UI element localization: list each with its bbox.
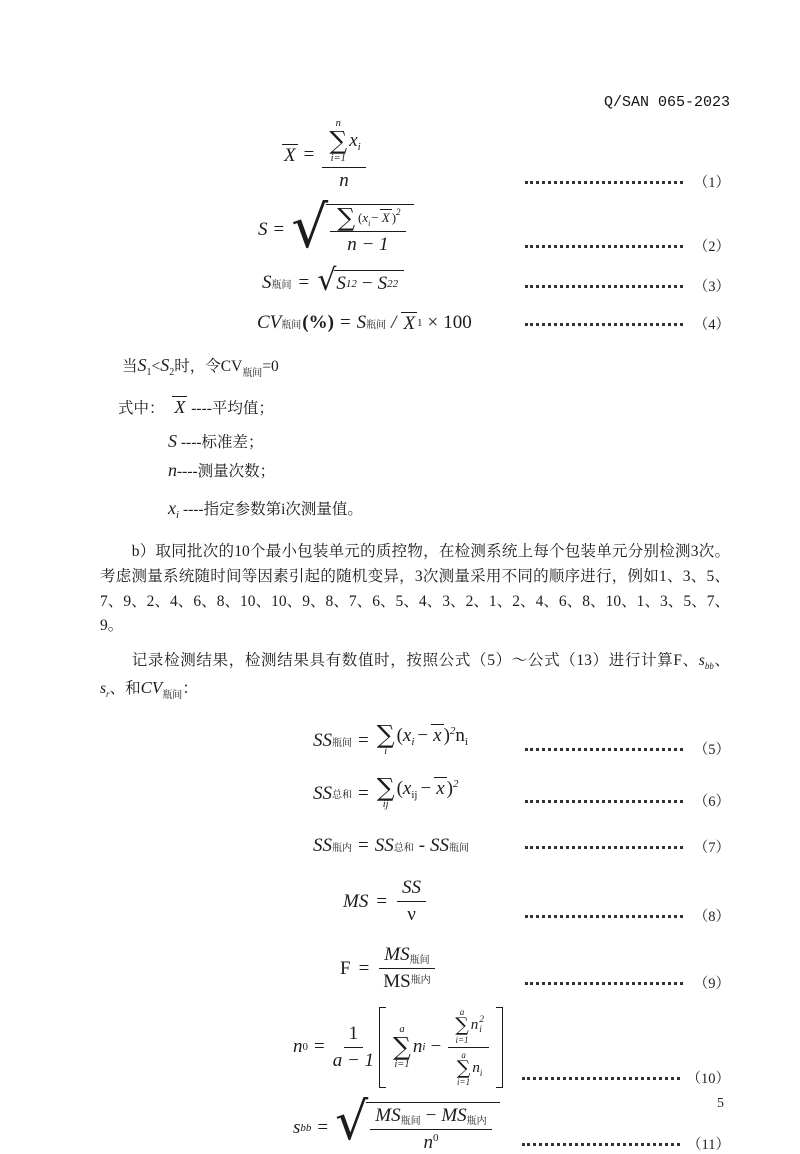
formula-10-number: （10） [686, 1070, 730, 1087]
paragraph-b: b）取同批次的10个最小包装单元的质控物，在检测系统上每个包装单元分别检测3次。考虑测量系统随时间等因素引起的随机变异，3次测量采用不同的顺序进行，例如1、3、5、7、9、2、4、6、8、10、10、9、8、7、6、5、4、3、2、1、2、4、6、8、10、1、3、5、7、9。 [100, 542, 730, 635]
formula-6: SS 总和 = ∑ ij ($x_{ij} - x$ )$^2$ [313, 772, 459, 811]
formula-8-number: （8） [693, 909, 730, 926]
formula-9: F = MS 瓶间 MS 瓶内 [340, 944, 437, 993]
right-bracket [496, 1007, 503, 1088]
doc-code: Q/SAN 065-2023 [603, 94, 730, 111]
dotted-leader [525, 181, 683, 184]
formula-2-number: （2） [693, 239, 730, 256]
dotted-leader [522, 1077, 680, 1080]
dotted-leader [525, 245, 683, 248]
formula-2: S = √ ∑ ($x_i- X$ )$^2$ n − 1 [258, 204, 415, 257]
dotted-leader [522, 1143, 680, 1146]
dotted-leader [525, 915, 683, 918]
formula-5-row [100, 719, 730, 759]
formula-3-number: （3） [693, 279, 730, 296]
where-def-1: 式中： X ----平均值； [118, 396, 274, 417]
formula-3-row [100, 263, 730, 299]
dotted-leader [525, 323, 683, 326]
formula-10: n 0 = $\frac{1}{a - 1}$ a ∑ i=1 n i − a ∑ i=1 n 2 i a ∑ i=1 $n_i$ [293, 1007, 503, 1088]
dotted-leader [525, 982, 683, 985]
formula-1: X = n ∑ i=1 $x_i$ n [282, 118, 368, 192]
formula-6-row [100, 772, 730, 812]
formula-8-row [100, 877, 730, 926]
dotted-leader [525, 748, 683, 751]
left-bracket [379, 1007, 386, 1088]
formula-7: SS 瓶内 = SS 总和 - SS 瓶间 [313, 835, 470, 857]
formula-11: s bb = √ MS 瓶间 − MS 瓶内 n $^0$ [293, 1102, 501, 1154]
formula-3: S 瓶间 = √ S 1 2 − S 2 2 [262, 270, 405, 296]
formula-10-row [100, 1007, 730, 1088]
dotted-leader [525, 846, 683, 849]
dotted-leader [525, 800, 683, 803]
formula-8: MS = $\frac{SS}{\nu}$ [343, 877, 428, 926]
formula-4-row [100, 312, 730, 334]
where-def-2: S ----标准差； [168, 431, 264, 452]
formula-4: CV 瓶间 (%) = S 瓶间 / X 1 × 100 [257, 312, 472, 335]
formula-5-number: （5） [693, 741, 730, 758]
formula-2-row [100, 192, 730, 261]
formula-11-row [100, 1091, 730, 1154]
formula-6-number: （6） [693, 794, 730, 811]
where-def-4: $x_i$ ----指定参数第i次测量值。 [168, 498, 363, 522]
formula-9-row [100, 944, 730, 993]
formula-9-number: （9） [693, 976, 730, 993]
paragraph-record: 记录检测结果，检测结果具有数值时，按照公式（5）～公式（13）进行计算F、$s_{bb}$、$s_r$、和$CV_{瓶间}$： [100, 652, 730, 701]
formula-7-number: （7） [693, 840, 730, 857]
where-def-3: n----测量次数； [168, 459, 276, 480]
formula-1-row [100, 118, 730, 192]
condition-line: 当$S_1<S_2$时，令$CV_{瓶间}=0$ [122, 355, 279, 380]
dotted-leader [525, 285, 683, 288]
formula-4-number: （4） [693, 317, 730, 334]
formula-1-number: （1） [693, 174, 730, 191]
formula-7-row [100, 835, 730, 857]
formula-11-number: （11） [687, 1136, 730, 1153]
formula-5: SS 瓶间 = ∑ i ($x_i - x$ )$^2n_i$ [313, 719, 468, 758]
page-number: 5 [717, 1096, 724, 1111]
page-content [100, 116, 730, 1154]
